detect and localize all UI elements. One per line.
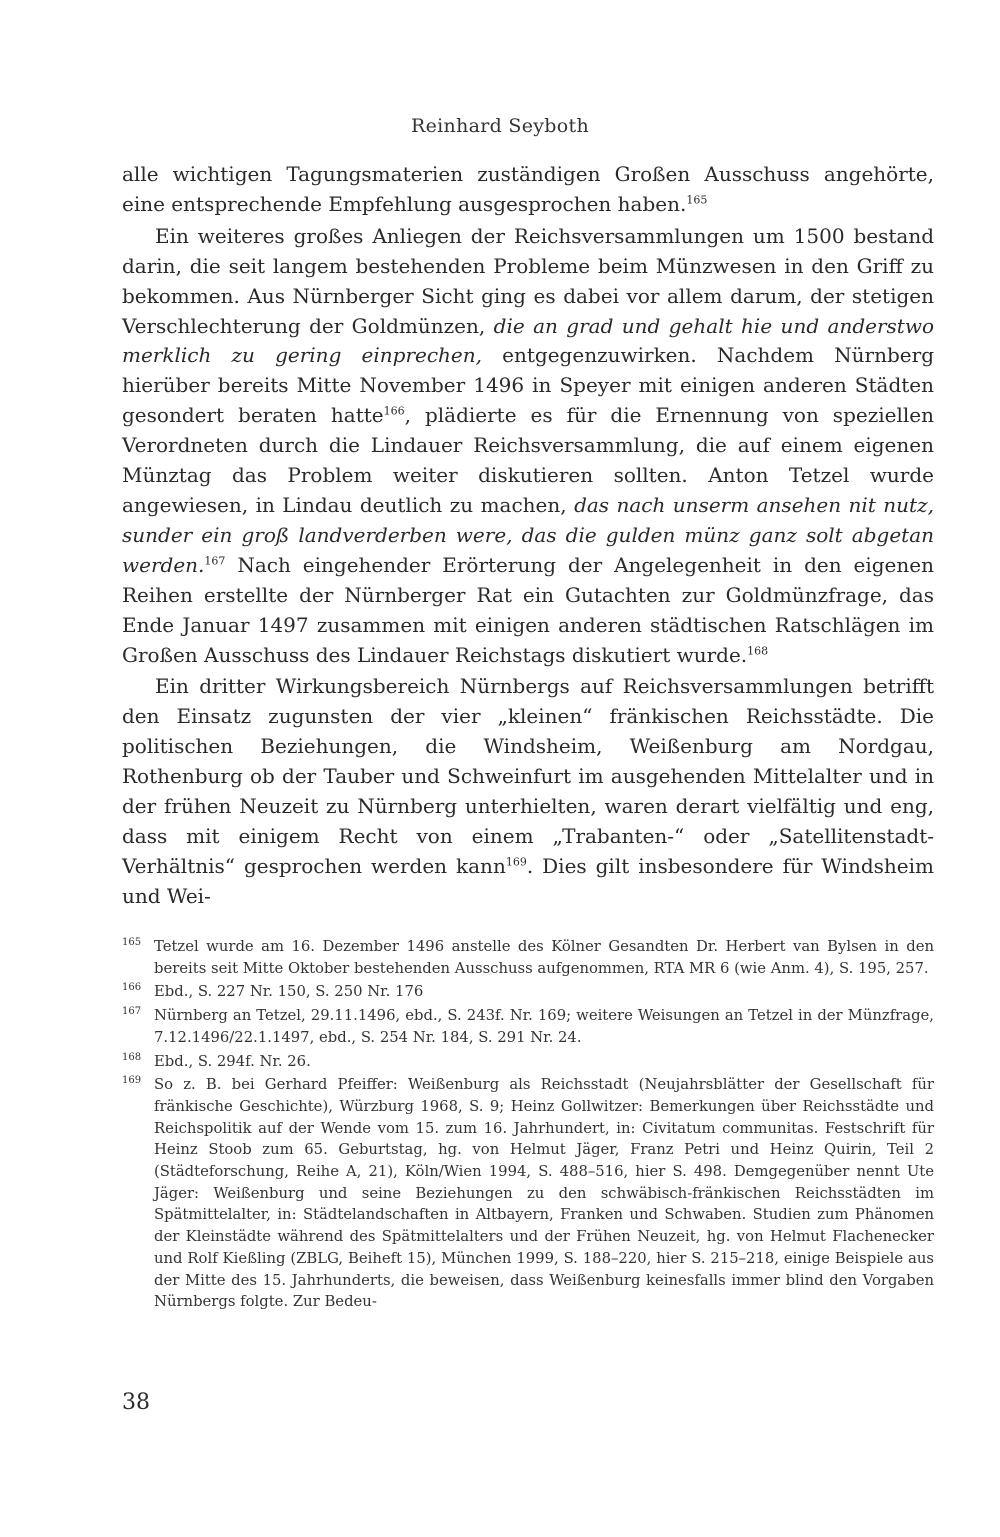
footnote <box>122 1051 934 1073</box>
footnote-ref-169: 169 <box>505 855 527 869</box>
running-head-author: Reinhard Seyboth <box>411 115 589 137</box>
footnote <box>122 1074 934 1313</box>
main-text <box>122 160 934 912</box>
footnotes <box>122 936 934 1315</box>
footnote-text: Nürnberg an Tetzel, 29.11.1496, ebd., S. 243f. Nr. 169; weitere Weisungen an Tetzel in der Münzfrage, 7.12.1496/22.1.1497, ebd., S. 254 Nr. 184, S. 291 Nr. 24. <box>154 1007 934 1046</box>
paragraph-1-text: alle wichtigen Tagungsmaterien zuständigen Großen Ausschuss angehörte, eine entsprechende Empfehlung ausgesprochen haben. <box>122 162 934 216</box>
paragraph-3-text-b: . Dies gilt insbesondere für Windsheim und Wei- <box>122 853 934 908</box>
quote-goldmuenzen: die an grad und gehalt hie und anderstwo merklich zu gering einprechen, <box>122 313 934 368</box>
footnote-ref-166: 166 <box>383 404 405 418</box>
paragraph-2-text-b: entgegenzuwirken. Nachdem Nürnberg hierüber bereits Mitte November 1496 in Speyer mit einigen anderen Städten gesondert beraten hatte <box>122 343 935 428</box>
footnote-ref-165: 165 <box>686 193 708 207</box>
paragraph-1 <box>122 160 934 220</box>
footnote-number: 166 <box>122 982 142 994</box>
paragraph-2-text-a: Ein weiteres großes Anliegen der Reichsversammlungen um 1500 bestand darin, die seit langem bestehenden Probleme beim Münzwesen in den Griff zu bekommen. Aus Nürnberger Sicht ging es dabei vor allem darum, der stetigen Verschlechterung der Goldmünzen, <box>122 223 934 338</box>
footnote <box>122 1005 934 1048</box>
footnote <box>122 936 934 979</box>
paragraph-2 <box>122 222 934 671</box>
paragraph-2-text-d: Nach eingehender Erörterung der Angelegenheit in den eigenen Reihen erstellte der Nürnberger Rat ein Gutachten zur Goldmünzfrage, das Ende Januar 1497 zusammen mit einigen anderen städtischen Ratschlägen im Großen Ausschuss des Lindauer Reichstags diskutiert wurde. <box>122 552 934 667</box>
footnote-text: Ebd., S. 294f. Nr. 26. <box>154 1052 311 1070</box>
quote-lindau: das nach unserm ansehen nit nutz, sunder ein groß landverderben were, das die gulden münz ganz solt abgetan werden. <box>122 492 934 577</box>
page-number: 38 <box>122 1390 150 1415</box>
footnote-number: 167 <box>122 1006 142 1018</box>
footnote-text: So z. B. bei Gerhard Pfeiffer: Weißenburg als Reichsstadt (Neujahrsblätter der Gesellschaft für fränkische Geschichte), Würzburg 1968, S. 9; Heinz Gollwitzer: Bemerkungen über Reichsstädte und Reichspolitik auf der Wende vom 15. zum 16. Jahrhundert, in: Civitatum communitas. Festschrift für Heinz Stoob zum 65. Geburtstag, hg. von Helmut Jäger, Franz Petri und Heinz Quirin, Teil 2 (Städteforschung, Reihe A, 21), Köln/Wien 1994, S. 488–516, hier S. 498. Demgegenüber nennt Ute Jäger: Weißenburg und seine Beziehungen zu den schwäbisch-fränkischen Reichsstädten im Spätmittelalter, in: Städtelandschaften in Altbayern, Franken und Schwaben. Studien zum Phänomen der Kleinstädte während des Spätmittelalters und der Frühen Neuzeit, hg. von Helmut Flachenecker und Rolf Kießling (ZBLG, Beiheft 15), München 1999, S. 188–220, hier S. 215–218, einige Beispiele aus der Mitte des 15. Jahrhunderts, die beweisen, dass Weißenburg keinesfalls immer blind den Vorgaben Nürnbergs folgte. Zur Bedeu- <box>154 1076 934 1311</box>
footnote-ref-167: 167 <box>204 554 226 568</box>
footnote-number: 169 <box>122 1075 142 1087</box>
paragraph-3 <box>122 672 934 911</box>
footnote-number: 165 <box>122 937 142 948</box>
paragraph-2-text-c: , plädierte es für die Ernennung von speziellen Verordneten durch die Lindauer Reichsversammlung, die auf einem eigenen Münztag das Problem weiter diskutieren sollten. Anton Tetzel wurde angewiesen, in Lindau deutlich zu machen, <box>122 403 934 517</box>
paragraph-3-text-a: Ein dritter Wirkungsbereich Nürnbergs auf Reichsversammlungen betrifft den Einsatz zugunsten der vier „kleinen“ fränkischen Reichsstädte. Die politischen Beziehungen, die Windsheim, Weißenburg am Nordgau, Rothenburg ob der Tauber und Schweinfurt im ausgehenden Mittelalter und in der frühen Neuzeit zu Nürnberg unterhielten, waren derart vielfältig und eng, dass mit einigem Recht von einem „Trabanten-“ oder „Satellitenstadt-Verhältnis“ gesprochen werden kann <box>122 674 934 878</box>
footnote-number: 168 <box>122 1051 142 1063</box>
footnote-text: Ebd., S. 227 Nr. 150, S. 250 Nr. 176 <box>154 983 424 1001</box>
footnote-text: Tetzel wurde am 16. Dezember 1496 anstelle des Kölner Gesandten Dr. Herbert van Bylsen in den bereits seit Mitte Oktober bestehenden Ausschuss aufgenommen, RTA MR 6 (wie Anm. 4), S. 195, 257. <box>154 938 934 977</box>
footnote <box>122 981 934 1003</box>
footnote-ref-168: 168 <box>747 643 769 657</box>
